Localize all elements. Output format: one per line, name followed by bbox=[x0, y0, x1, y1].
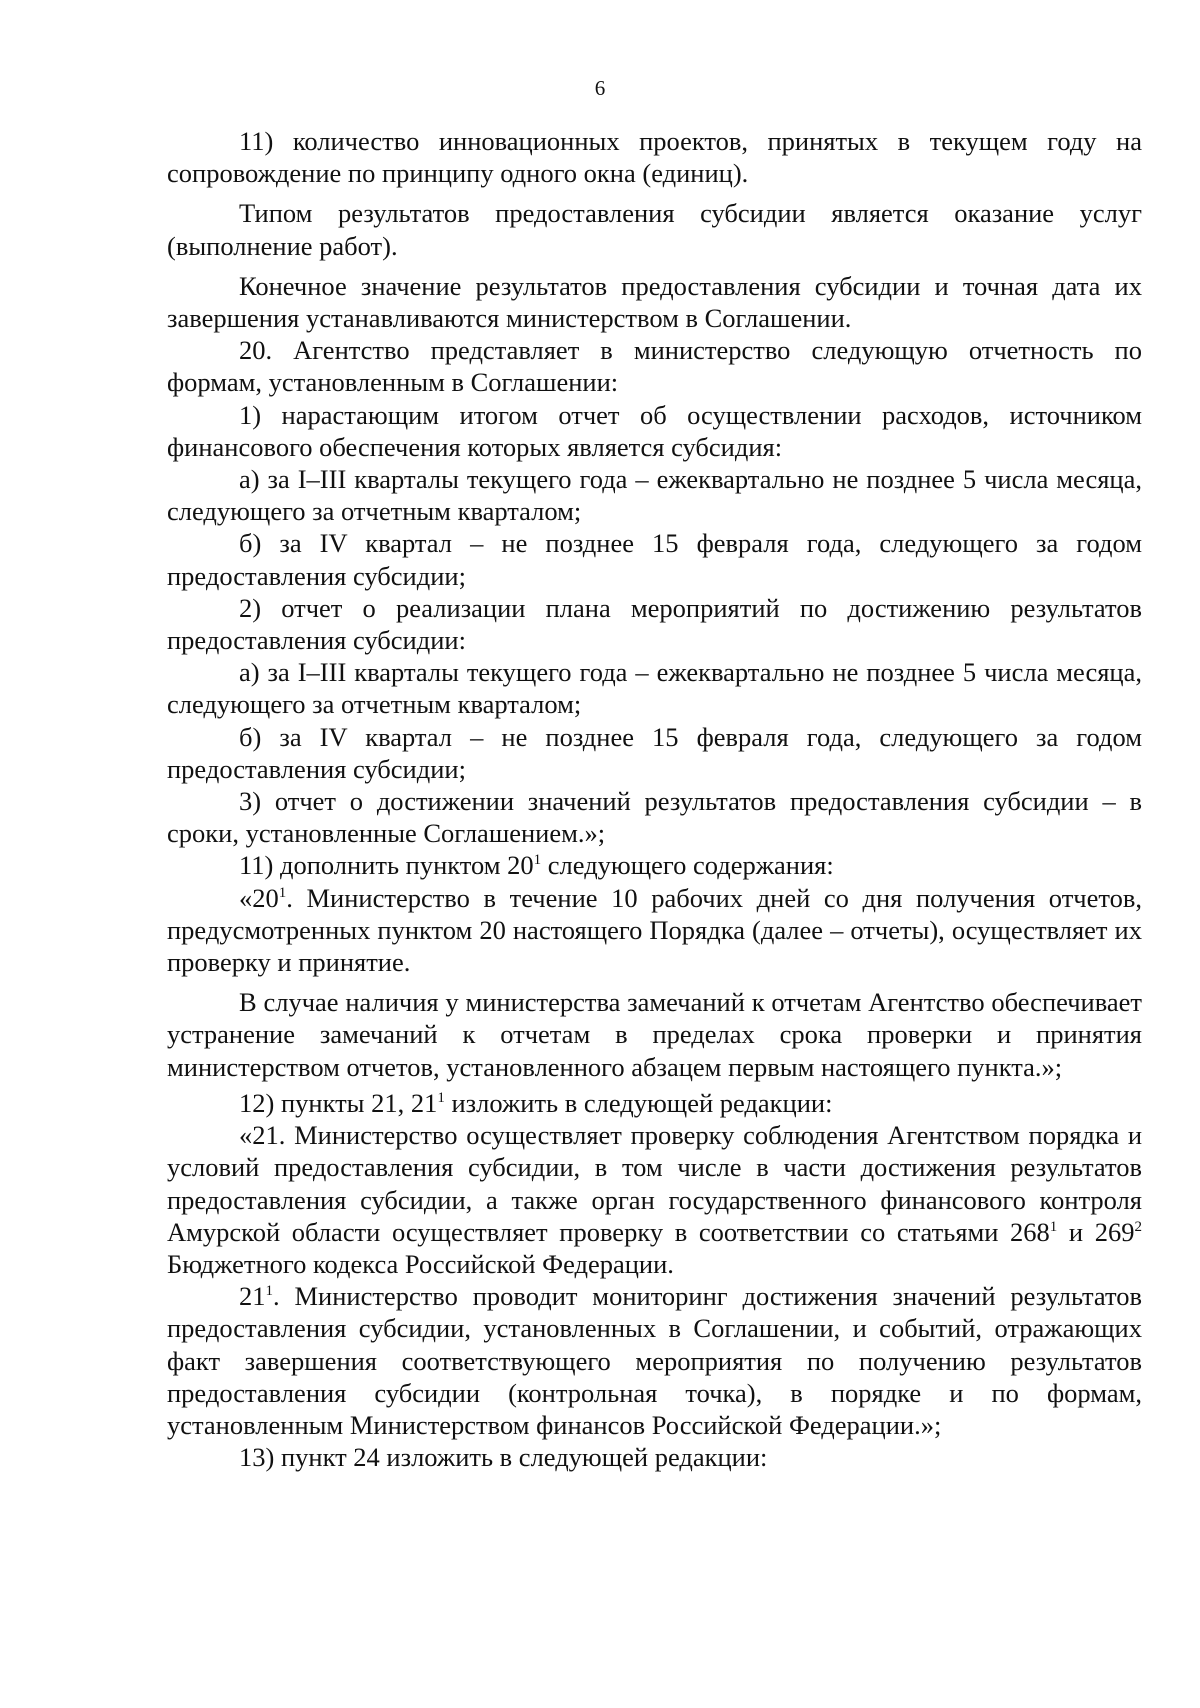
paragraph-report-1: 1) нарастающим итогом отчет об осуществлении расходов, источником финансового обеспечения которых является субсидия: bbox=[167, 399, 1142, 462]
paragraph-report-2: 2) отчет о реализации плана мероприятий по достижению результатов предоставления субсидии: bbox=[167, 592, 1142, 656]
paragraph-amend-11: 11) дополнить пунктом $20^1$ следующего содержания: bbox=[239, 850, 834, 881]
page-number: 6 bbox=[594, 76, 606, 100]
superscript: 2 bbox=[1134, 1218, 1142, 1235]
paragraph-amend-12: 12) пункты 21, $21^1$ изложить в следующей редакции: bbox=[239, 1087, 833, 1118]
paragraph-amend-13: 13) пункт 24 изложить в следующей редакции: bbox=[239, 1442, 768, 1473]
paragraph-clause-20-1: «$20^1$. Министерство в течение 10 рабочих дней со дня получения отчетов, предусмотренных пунктом 20 настоящего Порядка (далее – отчеты), осуществляет их проверку и принятие. bbox=[167, 882, 1142, 978]
document-body bbox=[167, 125, 1142, 1473]
paragraph-report-2a: а) за I–III кварталы текущего года – ежеквартально не позднее 5 числа месяца, следующего за отчетным кварталом; bbox=[167, 657, 1142, 720]
paragraph-clause-20: 20. Агентство представляет в министерство следующую отчетность по формам, установленным в Соглашении: bbox=[167, 335, 1142, 398]
paragraph-report-1a: а) за I–III кварталы текущего года – ежеквартально не позднее 5 числа месяца, следующего за отчетным кварталом; bbox=[167, 464, 1142, 527]
paragraph-report-2b: б) за IV квартал – не позднее 15 февраля года, следующего за годом предоставления субсидии; bbox=[167, 721, 1142, 784]
paragraph-clause-21-1: $21^1$. Министерство проводит мониторинг достижения значений результатов предоставления субсидии, установленных в Соглашении, и событий, отражающих факт завершения соответствующего мероприятия по получению результатов предоставления субсидии (контрольная точка), в порядке и по формам, установленным Министерством финансов Российской Федерации.»; bbox=[167, 1281, 1142, 1440]
paragraph-result-type: Типом результатов предоставления субсидии является оказание услуг (выполнение работ). bbox=[167, 198, 1142, 261]
paragraph-report-1b: б) за IV квартал – не позднее 15 февраля года, следующего за годом предоставления субсидии; bbox=[167, 528, 1142, 591]
superscript: 1 bbox=[533, 852, 542, 869]
paragraph-report-3: 3) отчет о достижении значений результатов предоставления субсидии – в сроки, установленные Соглашением.»; bbox=[167, 786, 1142, 849]
superscript: 1 bbox=[1049, 1218, 1058, 1235]
paragraph-item-11: 11) количество инновационных проектов, принятых в текущем году на сопровождение по принципу одного окна (единиц). bbox=[167, 126, 1142, 189]
paragraph-remarks: В случае наличия у министерства замечаний к отчетам Агентство обеспечивает устранение замечаний к отчетам в пределах срока проверки и принятия министерством отчетов, установленного абзацем первым настоящего пункта.»; bbox=[167, 987, 1142, 1082]
superscript: 1 bbox=[437, 1090, 445, 1107]
superscript: 1 bbox=[265, 1283, 273, 1300]
paragraph-clause-21: «21. Министерство осуществляет проверку соблюдения Агентством порядка и условий предоставления субсидии, в том числе в части достижения результатов предоставления субсидии, а также орган государственного финансового контроля Амурской области осуществляет проверку в соответствии со статьями $268^1$ и $269^2$ Бюджетного кодекса Российской Федерации. bbox=[167, 1120, 1142, 1279]
paragraph-final-value: Конечное значение результатов предоставления субсидии и точная дата их завершения устанавливаются министерством в Соглашении. bbox=[167, 270, 1142, 334]
superscript: 1 bbox=[278, 884, 287, 901]
